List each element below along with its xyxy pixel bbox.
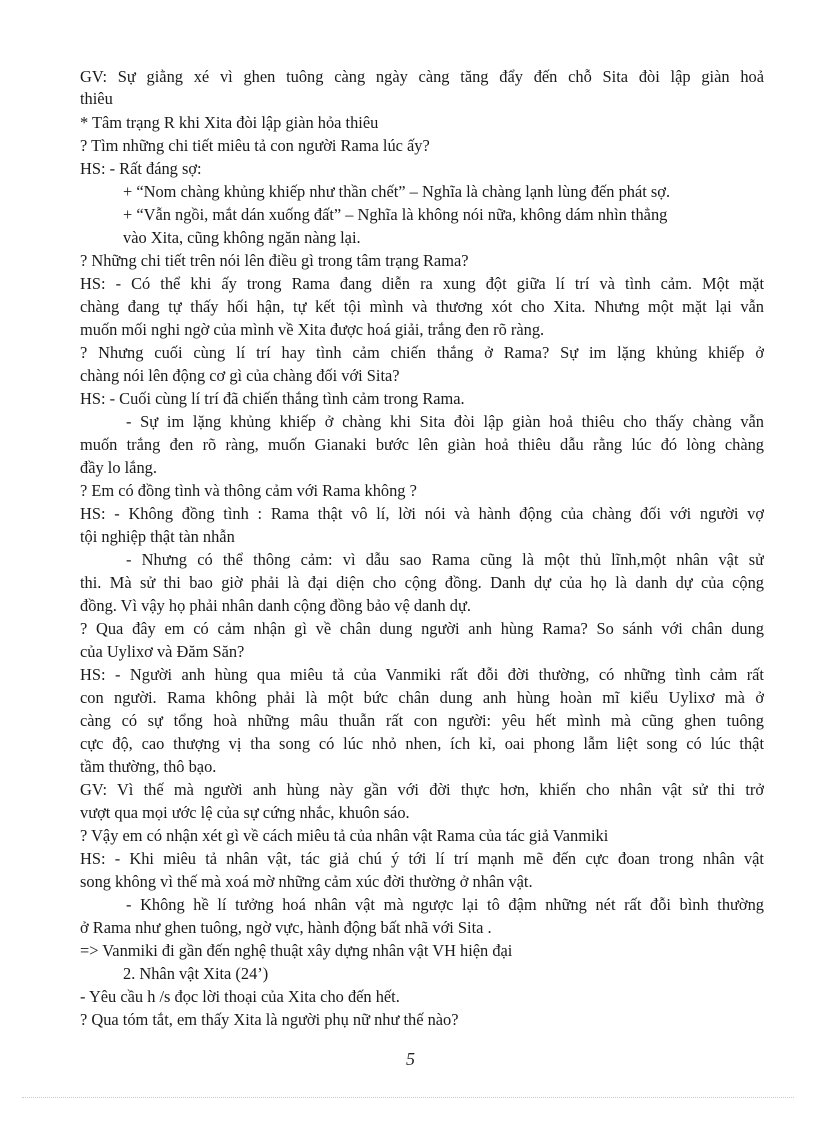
text-line: chàng nói lên động cơ gì của chàng đối với Sita?: [80, 366, 400, 385]
text-line: - Không hề lí tưởng hoá nhân vật mà ngược lại tô đậm những nét rất đỗi bình thường: [126, 895, 764, 914]
text-line: chàng đang tự thấy hối hận, tự kết tội mình và thương xót cho Xita. Nhưng một mặt lại vẫn: [80, 297, 764, 316]
text-line: + “Vẫn ngồi, mắt dán xuống đất” – Nghĩa là không nói nữa, không dám nhìn thẳng: [123, 205, 668, 224]
text-line: HS: - Người anh hùng qua miêu tả của Vanmiki rất đỗi đời thường, có những tình cảm rất: [80, 665, 764, 684]
text-line: đồng. Vì vậy họ phải nhân danh cộng đồng bảo vệ danh dự.: [80, 596, 471, 615]
text-line: ? Qua đây em có cảm nhận gì về chân dung người anh hùng Rama? So sánh với chân dung: [80, 619, 764, 638]
text-line: muốn trắng đen rõ ràng, muốn Gianaki bước lên giàn hoả thiêu dẫu rằng lúc đó lòng chàng: [80, 435, 764, 454]
text-line: muốn mối nghi ngờ của mình về Xita được hoá giải, trắng đen rõ ràng.: [80, 320, 545, 339]
text-line: => Vanmiki đi gần đến nghệ thuật xây dựng nhân vật VH hiện đại: [80, 941, 513, 960]
footer-divider: [22, 1097, 794, 1098]
text-line: GV: Sự giằng xé vì ghen tuông càng ngày càng tăng đẩy đến chỗ Sita đòi lập giàn hoả: [80, 67, 764, 86]
text-line: HS: - Có thể khi ấy trong Rama đang diễn ra xung đột giữa lí trí và tình cảm. Một mặt: [80, 274, 764, 293]
text-line: vượt qua mọi ước lệ của sự cứng nhắc, khuôn sáo.: [80, 803, 410, 822]
text-line: + “Nom chàng khủng khiếp như thần chết” – Nghĩa là chàng lạnh lùng đến phát sợ.: [123, 182, 671, 201]
text-line: - Yêu cầu h /s đọc lời thoại của Xita cho đến hết.: [80, 987, 400, 1006]
text-line: GV: Vì thế mà người anh hùng này gần với đời thực hơn, khiến cho nhân vật sử thi trở: [80, 780, 764, 799]
text-line: ? Em có đồng tình và thông cảm với Rama không ?: [80, 481, 417, 500]
text-line: tội nghiệp thật tàn nhẫn: [80, 527, 235, 546]
text-line: HS: - Rất đáng sợ:: [80, 159, 202, 178]
text-line: ? Tìm những chi tiết miêu tả con người Rama lúc ấy?: [80, 136, 430, 155]
section-heading: 2. Nhân vật Xita (24’): [123, 964, 269, 983]
text-line: ở Rama như ghen tuông, ngờ vực, hành động bất nhã với Sita .: [80, 918, 492, 937]
text-line: HS: - Không đồng tình : Rama thật vô lí, lời nói và hành động của chàng đối với người vợ: [80, 504, 764, 523]
text-line: đầy lo lắng.: [80, 458, 157, 477]
text-line: HS: - Khi miêu tả nhân vật, tác giả chú ý tới lí trí mạnh mẽ đến cực đoan trong nhân vật: [80, 849, 764, 868]
text-line: * Tâm trạng R khi Xita đòi lập giàn hỏa thiêu: [80, 113, 379, 132]
text-line: HS: - Cuối cùng lí trí đã chiến thắng tình cảm trong Rama.: [80, 389, 465, 408]
text-line: của Uylixơ và Đăm Săn?: [80, 642, 245, 661]
text-line: ? Những chi tiết trên nói lên điều gì trong tâm trạng Rama?: [80, 251, 469, 270]
text-line: - Nhưng có thể thông cảm: vì dẫu sao Rama cũng là một thủ lĩnh,một nhân vật sử: [126, 550, 764, 569]
text-line: ? Vậy em có nhận xét gì về cách miêu tả của nhân vật Rama của tác giả Vanmiki: [80, 826, 609, 845]
text-line: cực độ, cao thượng vị tha song có lúc nhỏ nhen, ích kỉ, oai phong lẫm liệt song có lúc thật: [80, 734, 764, 753]
page-number: 5: [406, 1049, 415, 1069]
text-line: ? Nhưng cuối cùng lí trí hay tình cảm chiến thắng ở Rama? Sự im lặng khủng khiếp ở: [80, 343, 764, 362]
text-line: - Sự im lặng khủng khiếp ở chàng khi Sita đòi lập giàn hoả thiêu cho thấy chàng vẫn: [126, 412, 764, 431]
text-line: thiêu: [80, 89, 113, 108]
text-line: tầm thường, thô bạo.: [80, 757, 217, 776]
text-line: vào Xita, cũng không ngăn nàng lại.: [123, 228, 361, 247]
text-line: con người. Rama không phải là một bức chân dung anh hùng hoàn mĩ kiểu Uylixơ mà ở: [80, 688, 764, 707]
text-line: càng có sự tổng hoà những mâu thuẫn rất con người: yêu hết mình mà cũng ghen tuông: [80, 711, 764, 730]
text-line: thi. Mà sử thi bao giờ phải là đại diện cho cộng đồng. Danh dự của họ là danh dự của cộng: [80, 573, 764, 592]
text-line: song không vì thế mà xoá mờ những cảm xúc đời thường ở nhân vật.: [80, 872, 533, 891]
text-line: ? Qua tóm tắt, em thấy Xita là người phụ nữ như thế nào?: [80, 1010, 459, 1029]
